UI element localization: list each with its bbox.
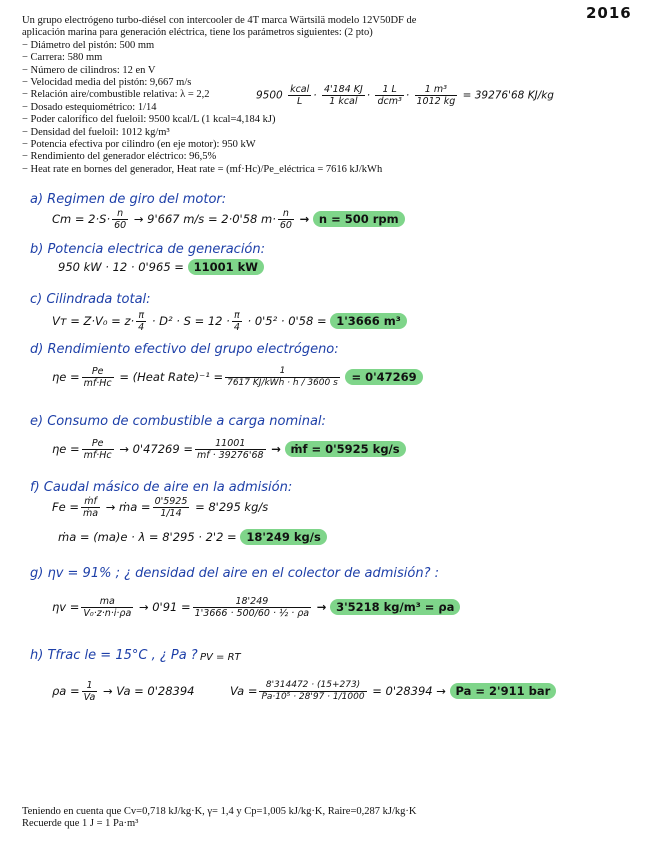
section-h-title: h) Tfrac le = 15°C , ¿ Pa ? <box>30 648 198 663</box>
section-g-equation: ηv = $\frac{ma}{\text{V₀·z·n·i·ρa}}$ → 0'91 = $\frac{18'249}{\text{1'3666 · 500/60 · ½ · ρa}}$ → 3'5218 kg/m³ = ρa <box>52 596 460 619</box>
param-line: − Velocidad media del pistón: 9,667 m/s <box>22 77 192 89</box>
heating-value-conversion: 9500 $\frac{\text{kcal}}{L}$ · $\frac{4'184 KJ}{\text{1 kcal}}$ · $\frac{1 L}{\text{dcm³}}$ · $\frac{\text{1 m³}}{1012 kg}$ = 39276'68 KJ/kg <box>256 84 554 107</box>
answer-highlight: Pa = 2'911 bar <box>450 683 557 699</box>
footer-notes <box>22 806 416 831</box>
section-f-title: f) Caudal másico de aire en la admisión: <box>30 480 293 495</box>
param-line: − Dosado estequiométrico: 1/14 <box>22 101 157 113</box>
answer-highlight: 11001 kW <box>188 259 264 275</box>
answer-highlight: = 0'47269 <box>345 369 422 385</box>
param-line: − Densidad del fueloil: 1012 kg/m³ <box>22 126 170 138</box>
section-c-title: c) Cilindrada total: <box>30 292 151 307</box>
section-g-title: g) ηv = 91% ; ¿ densidad del aire en el colector de admisión? : <box>30 566 440 581</box>
footer-line: Recuerde que 1 J = 1 Pa·m³ <box>22 818 139 830</box>
param-line: − Relación aire/combustible relativa: λ = 2,2 <box>22 89 210 101</box>
section-a-title: a) Regimen de giro del motor: <box>30 192 227 207</box>
answer-highlight: 18'249 kg/s <box>240 529 326 545</box>
section-e-equation: ηe = $\frac{Pe}{mf\cdot Hc}$ → 0'47269 = $\frac{11001}{mf \cdot 39276'68}$ → ṁf = 0'5925 kg/s <box>52 438 406 461</box>
section-e-title: e) Consumo de combustible a carga nominal: <box>30 414 326 429</box>
param-line: − Poder calorífico del fueloil: 9500 kcal/L (1 kcal=4,184 kJ) <box>22 114 276 126</box>
section-a-equation: Cm = 2·S· $\frac{n}{60}$ → 9'667 m/s = 2·0'58 m· $\frac{n}{60}$ → n = 500 rpm <box>52 208 405 231</box>
section-f-equation-2: ṁa = (ma)e · λ = 8'295 · 2'2 = 18'249 kg/s <box>58 530 327 544</box>
footer-line: Teniendo en cuenta que Cv=0,718 kJ/kg·K, γ= 1,4 y Cp=1,005 kJ/kg·K, Raire=0,287 kJ/kg·K <box>22 806 417 817</box>
ideal-gas-note: PV = RT <box>200 652 241 663</box>
section-h-equation-2: Va = $\frac{8'314472 \cdot (15+273)}{\text{Pa·10⁵ · 28'97 · 1/1000}}$ = 0'28394 → Pa = 2'911 bar <box>230 680 556 703</box>
param-line: − Heat rate en bornes del generador, Heat rate = (mf·Hc)/Pe_eléctrica = 7616 kJ/kWh <box>22 163 383 175</box>
answer-highlight: 1'3666 m³ <box>330 313 407 329</box>
section-f-equation: Fe = $\frac{\text{ṁf}}{\text{ṁa}}$ → ṁa = $\frac{0'5925}{1/14}$ = 8'295 kg/s <box>52 496 269 519</box>
param-line: − Rendimiento del generador eléctrico: 96,5% <box>22 151 217 163</box>
param-line: − Número de cilindros: 12 en V <box>22 64 156 76</box>
section-d-equation: ηe = $\frac{Pe}{mf\cdot Hc}$ = (Heat Rate)⁻¹ = $\frac{1}{\text{7617 KJ/kWh · h / 3600 s}}$ = 0'47269 <box>52 366 423 389</box>
answer-highlight: ṁf = 0'5925 kg/s <box>285 441 406 457</box>
year-label: 2016 <box>586 4 632 22</box>
intro-line: Un grupo electrógeno turbo-diésel con intercooler de 4T marca Wärtsilä modelo 12V50DF de <box>22 15 417 26</box>
section-b-equation: 950 kW · 12 · 0'965 = 11001 kW <box>58 260 264 274</box>
answer-highlight: 3'5218 kg/m³ = ρa <box>330 599 460 615</box>
param-line: − Potencia efectiva por cilindro (en eje motor): 950 kW <box>22 139 256 151</box>
section-c-equation: Vᴛ = Z·V₀ = z· $\frac{\pi}{4}$ · D² · S = 12 · $\frac{\pi}{4}$ · 0'5² · 0'58 = 1'3666 m³ <box>52 310 407 333</box>
param-line: − Diámetro del pistón: 500 mm <box>22 39 155 51</box>
section-b-title: b) Potencia electrica de generación: <box>30 242 266 257</box>
param-line: − Carrera: 580 mm <box>22 52 103 64</box>
answer-highlight: n = 500 rpm <box>313 211 405 227</box>
section-h-equation: ρa = $\frac{1}{Va}$ → Va = 0'28394 <box>52 680 195 703</box>
intro-line: aplicación marina para generación eléctrica, tiene los parámetros siguientes: (2 pto) <box>22 27 373 39</box>
section-d-title: d) Rendimiento efectivo del grupo electrógeno: <box>30 342 339 357</box>
